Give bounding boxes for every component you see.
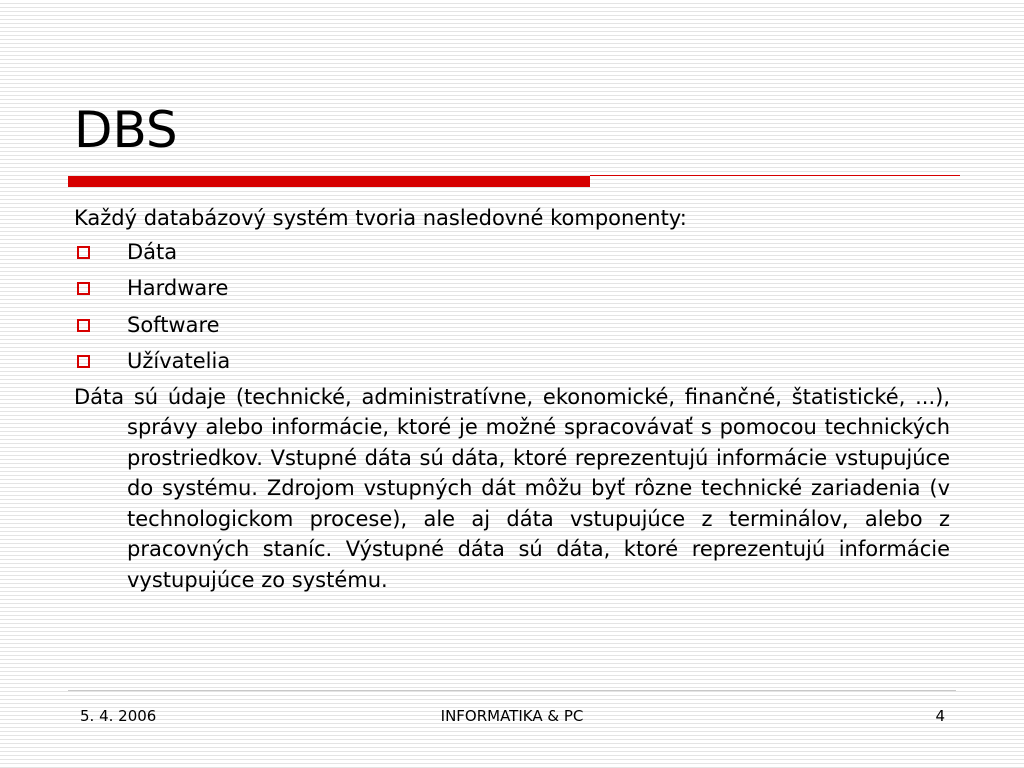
square-bullet-icon <box>77 246 90 259</box>
list-item <box>74 307 950 344</box>
square-bullet-icon <box>77 355 90 368</box>
bullet-label: Dáta <box>127 239 178 264</box>
footer-title: INFORMATIKA & PC <box>440 707 584 725</box>
bullet-label: Software <box>127 312 220 337</box>
title-underline-bar <box>68 176 590 187</box>
list-item <box>74 234 950 271</box>
list-item <box>74 343 950 380</box>
bullet-label: Užívatelia <box>127 349 231 373</box>
body-paragraph: Dáta sú údaje (technické, administratívne, ekonomické, finančné, štatistické, ...), správy alebo informácie, ktoré je možné spracovávať s pomocou technických prostriedkov. Vstupné dáta sú dáta, ktoré reprezentujú informácie vstupujúce do systému. Zdrojom vstupných dát môžu byť rôzne technické zariadenia (v technologickom procese), ale aj dáta vstupujúce z terminálov, alebo z pracovných staníc. Výstupné dáta sú dáta, ktoré reprezentujú informácie vystupujúce zo systému. <box>74 384 950 592</box>
page-number: 4 <box>935 707 945 725</box>
slide-title: DBS <box>74 101 178 159</box>
square-bullet-icon <box>77 282 90 295</box>
intro-text: Každý databázový systém tvoria nasledovné komponenty: <box>74 206 687 230</box>
footer-date: 5. 4. 2006 <box>80 707 157 725</box>
bullet-label: Hardware <box>127 276 229 300</box>
list-item <box>74 270 950 307</box>
bullet-list <box>74 234 950 380</box>
title-underline-line <box>590 175 960 176</box>
footer-divider <box>68 690 956 691</box>
slide-content <box>74 203 950 595</box>
square-bullet-icon <box>77 319 90 332</box>
